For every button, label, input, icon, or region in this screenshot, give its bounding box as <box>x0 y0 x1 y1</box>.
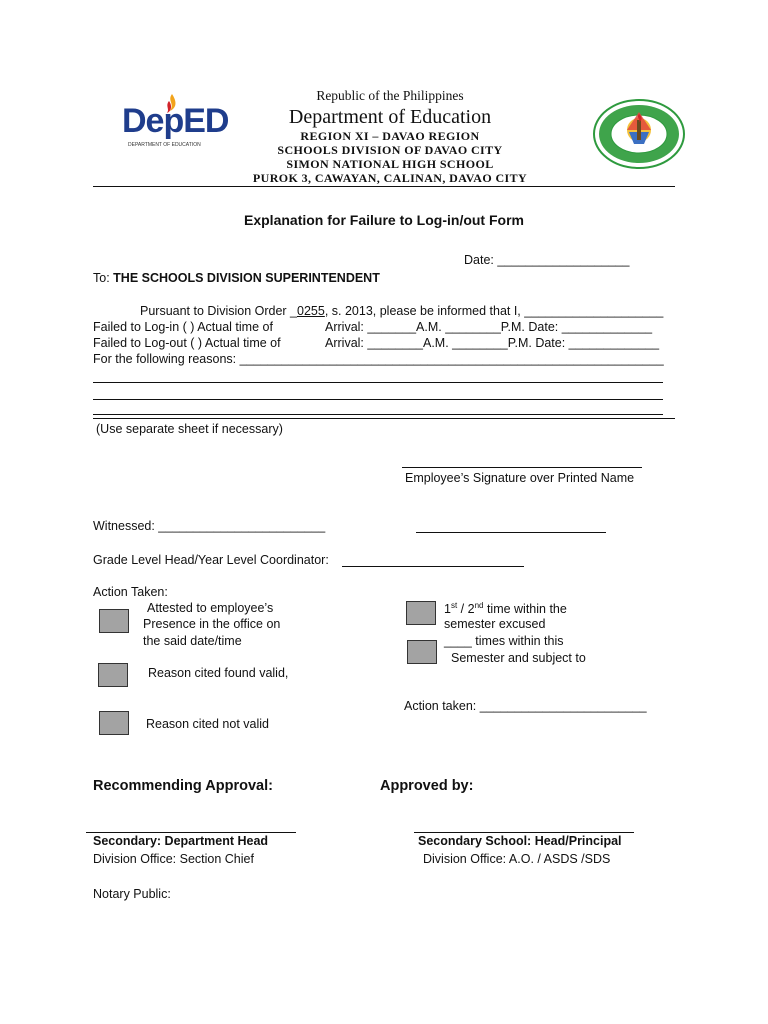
witness-signature-line[interactable] <box>416 532 606 533</box>
deped-wordmark: DepED <box>122 102 229 140</box>
witnessed-field[interactable]: Witnessed: ________________________ <box>93 519 326 533</box>
notary-public-label: Notary Public: <box>93 887 171 901</box>
option-first-second-time <box>444 601 567 616</box>
option-reason-not-valid: Reason cited not valid <box>146 717 269 731</box>
checkbox-reason-valid[interactable] <box>98 663 128 687</box>
address-line: PUROK 3, CAWAYAN, CALINAN, DAVAO CITY <box>252 171 528 185</box>
option-attested-line1: Attested to employee’s <box>147 601 274 615</box>
action-taken-field[interactable]: Action taken: ________________________ <box>404 699 647 713</box>
reason-line-2[interactable] <box>93 399 663 400</box>
school-line: SIMON NATIONAL HIGH SCHOOL <box>286 157 494 171</box>
option-semester-subject: Semester and subject to <box>451 651 586 665</box>
option-attested-line3: the said date/time <box>143 634 242 648</box>
left-signatory-title: Secondary: Department Head <box>93 834 269 848</box>
to-label: To: <box>93 271 114 285</box>
approved-by-label: Approved by: <box>380 778 474 794</box>
option-second-num: / 2 <box>457 602 475 617</box>
checkbox-first-second-time[interactable] <box>406 601 436 625</box>
checkbox-times-within[interactable] <box>407 640 437 664</box>
failed-logout-times[interactable]: Arrival: ________A.M. ________P.M. Date: _____________ <box>325 336 660 350</box>
option-first-num: 1 <box>444 602 451 617</box>
failed-logout-label[interactable]: Failed to Log-out ( ) Actual time of <box>93 336 281 350</box>
employee-signature-line[interactable] <box>402 467 642 468</box>
option-times-within[interactable]: ____ times within this <box>444 634 564 648</box>
header-divider <box>93 186 675 187</box>
division-seal-icon <box>592 98 686 170</box>
division-line: SCHOOLS DIVISION OF DAVAO CITY <box>277 143 503 157</box>
action-taken-heading: Action Taken: <box>93 585 168 599</box>
option-first-rest: time within the <box>483 602 567 617</box>
grade-level-line[interactable] <box>342 566 524 567</box>
checkbox-attested[interactable] <box>99 609 129 633</box>
pursuant-text-a: Pursuant to Division Order _ <box>140 304 298 318</box>
option-semester-excused: semester excused <box>444 617 546 631</box>
option-first-sup: st <box>450 601 458 610</box>
davao-division-seal <box>592 98 686 170</box>
to-line <box>93 271 380 285</box>
reason-line-1[interactable] <box>93 382 663 383</box>
date-field[interactable]: Date: ___________________ <box>464 253 630 267</box>
option-reason-valid: Reason cited found valid, <box>148 666 289 680</box>
reasons-field[interactable]: For the following reasons: _____________________________________________________________ <box>93 352 664 366</box>
region-line: REGION XI – DAVAO REGION <box>300 129 480 143</box>
checkbox-reason-not-valid[interactable] <box>99 711 129 735</box>
employee-signature-label: Employee’s Signature over Printed Name <box>405 471 635 485</box>
grade-level-label: Grade Level Head/Year Level Coordinator: <box>93 553 329 567</box>
recommending-approval-label: Recommending Approval: <box>93 778 273 794</box>
right-signatory-title: Secondary School: Head/Principal <box>418 834 622 848</box>
option-second-sup: nd <box>474 601 484 610</box>
right-signatory-office: Division Office: A.O. / ASDS /SDS <box>423 852 611 866</box>
separate-sheet-note: (Use separate sheet if necessary) <box>96 422 283 436</box>
reason-line-4[interactable] <box>93 418 675 419</box>
reason-line-3[interactable] <box>93 414 663 415</box>
failed-login-label[interactable]: Failed to Log-in ( ) Actual time of <box>93 320 273 334</box>
to-recipient: THE SCHOOLS DIVISION SUPERINTENDENT <box>113 271 380 285</box>
left-approval-signature-line[interactable] <box>86 832 296 833</box>
left-signatory-office: Division Office: Section Chief <box>93 852 254 866</box>
republic-line: Republic of the Philippines <box>316 88 464 103</box>
department-title: Department of Education <box>288 106 492 128</box>
failed-login-times[interactable]: Arrival: _______A.M. ________P.M. Date: _____________ <box>325 320 653 334</box>
right-approval-signature-line[interactable] <box>414 832 634 833</box>
pursuant-line <box>140 304 663 318</box>
pursuant-text-b[interactable]: , s. 2013, please be informed that I, ____________________ <box>324 304 664 318</box>
option-attested-line2: Presence in the office on <box>143 617 281 631</box>
deped-subtitle: DEPARTMENT OF EDUCATION <box>128 142 201 148</box>
division-order-number: 0255 <box>297 304 325 318</box>
form-title: Explanation for Failure to Log-in/out Form <box>244 212 524 228</box>
